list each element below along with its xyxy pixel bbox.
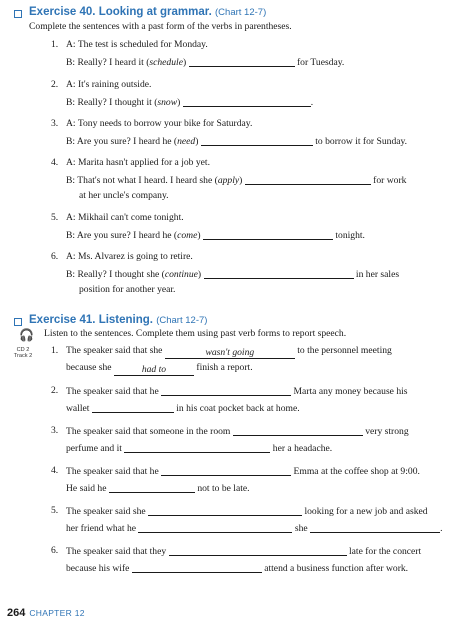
cd-label: CD 2 [16, 347, 30, 353]
speaker-a-line: A: It's raining outside. [66, 79, 152, 90]
answer-blank[interactable] [169, 545, 347, 556]
verb-hint: continue [164, 269, 198, 280]
b-text: ) [182, 57, 187, 68]
item-number: 3. [51, 118, 59, 129]
speaker-b-line [66, 56, 344, 68]
answer-blank[interactable] [204, 268, 354, 279]
verb-hint: snow [157, 97, 178, 108]
sentence-text: she [294, 523, 308, 534]
page-footer [7, 603, 85, 621]
sentence-text: The speaker said that he [66, 386, 159, 397]
speaker-a-line: A: Mikhail can't come tonight. [66, 212, 184, 223]
exercise-41-chart-ref: (Chart 12-7) [156, 315, 208, 326]
answer-blank[interactable] [189, 56, 295, 67]
speaker-b-line [66, 135, 407, 147]
item-number: 4. [51, 465, 59, 476]
sentence-line-2 [66, 442, 332, 454]
b-text: ) [197, 230, 201, 241]
sentence-line-2 [66, 362, 253, 376]
track-label: Track 2 [13, 353, 33, 359]
verb-hint: need [177, 136, 196, 147]
sentence-text: The speaker said that he [66, 466, 159, 477]
b-text: B: That's not what I heard. I heard she ( [66, 175, 218, 186]
b-text: B: Really? I thought she ( [66, 269, 165, 280]
item-number: 6. [51, 545, 59, 556]
sentence-text: . [440, 523, 443, 534]
sentence-text: The speaker said that someone in the room [66, 426, 231, 437]
answer-blank[interactable] [161, 465, 291, 476]
sentence-text: her friend what he [66, 523, 137, 534]
sentence-text: late for the concert [348, 546, 422, 557]
b-text: B: Are you sure? I heard he ( [66, 230, 178, 241]
item-number: 5. [51, 212, 59, 223]
speaker-a-line: A: Ms. Alvarez is going to retire. [66, 251, 193, 262]
sentence-text: The speaker said that she [66, 345, 163, 356]
sentence-line-1 [66, 545, 421, 557]
headphones-icon: 🎧 [19, 328, 34, 342]
sentence-text: looking for a new job and asked [304, 506, 428, 517]
b-text: B: Are you sure? I heard he ( [66, 136, 178, 147]
answer-blank[interactable] [124, 442, 270, 453]
item-number: 4. [51, 157, 59, 168]
verb-hint: apply [217, 175, 240, 186]
sentence-line-1 [66, 505, 428, 517]
speaker-b-line [66, 174, 406, 186]
sentence-text: very strong [365, 426, 409, 437]
chapter-label: CHAPTER 12 [29, 608, 85, 618]
b-text: for work [373, 175, 407, 186]
sentence-line-2 [66, 562, 408, 574]
sentence-text: in his coat pocket back at home. [176, 403, 300, 414]
sentence-line-1 [66, 385, 408, 397]
answer-blank[interactable] [132, 562, 262, 573]
exercise-41-instructions: Listen to the sentences. Complete them using past verb forms to report speech. [44, 328, 347, 339]
sentence-text: The speaker said she [66, 506, 146, 517]
answer-blank[interactable] [183, 96, 314, 108]
item-number: 1. [51, 345, 59, 356]
item-number: 1. [51, 39, 59, 50]
speaker-b-line [66, 268, 399, 280]
b-text: in her sales [355, 269, 400, 280]
sentence-text: wallet [66, 403, 90, 414]
sentence-text: Marta any money because his [293, 386, 408, 397]
filled-answer: wasn't going [165, 347, 295, 359]
item-number: 2. [51, 79, 59, 90]
b-text: B: Really? I thought it ( [66, 97, 158, 108]
answer-blank[interactable] [148, 505, 302, 516]
speaker-a-line: A: Marita hasn't applied for a job yet. [66, 157, 210, 168]
sentence-text: attend a business function after work. [264, 563, 409, 574]
answer-blank[interactable] [203, 229, 333, 240]
b-text: tonight. [335, 230, 365, 241]
speaker-a-line: A: Tony needs to borrow your bike for Saturday. [66, 118, 253, 129]
b-text: ) [239, 175, 243, 186]
speaker-b-continuation: position for another year. [79, 284, 176, 295]
b-text: B: Really? I heard it ( [66, 57, 150, 68]
sentence-line-1 [66, 345, 392, 359]
answer-blank[interactable] [233, 425, 363, 436]
sentence-line-1 [66, 425, 409, 437]
exercise-40-chart-ref: (Chart 12-7) [215, 7, 267, 18]
item-number: 3. [51, 425, 59, 436]
exercise-41-title: Exercise 41. Listening. [29, 314, 154, 326]
filled-answer: had to [114, 364, 194, 376]
answer-blank[interactable] [109, 482, 195, 493]
sentence-line-2 [66, 522, 442, 534]
sentence-line-1 [66, 465, 420, 477]
b-text: to borrow it for Sunday. [315, 136, 408, 147]
sentence-text: to the personnel meeting [297, 345, 392, 356]
checkbox-icon [14, 10, 22, 18]
answer-blank[interactable] [201, 135, 313, 146]
answer-blank[interactable] [310, 522, 443, 534]
answer-blank[interactable] [161, 385, 291, 396]
sentence-text: because she [66, 362, 112, 373]
sentence-text: He said he [66, 483, 107, 494]
b-text: ) [197, 269, 202, 280]
sentence-line-2 [66, 402, 300, 414]
sentence-text: her a headache. [272, 443, 333, 454]
answer-blank[interactable] [245, 174, 371, 185]
page-number: 264 [7, 607, 26, 619]
sentence-text: finish a report. [196, 362, 253, 373]
speaker-a-line: A: The test is scheduled for Monday. [66, 39, 208, 50]
sentence-text: Emma at the coffee shop at 9:00. [293, 466, 420, 477]
b-text: ) [177, 97, 181, 108]
answer-blank[interactable] [138, 522, 292, 533]
sentence-text: not to be late. [197, 483, 250, 494]
verb-hint: come [177, 230, 198, 241]
answer-blank[interactable] [92, 402, 174, 413]
exercise-40-title: Exercise 40. Looking at grammar. [29, 6, 212, 18]
exercise-41-heading [29, 314, 207, 326]
speaker-b-line [66, 96, 313, 108]
speaker-b-continuation: at her uncle's company. [79, 190, 169, 201]
exercise-40-instructions: Complete the sentences with a past form of the verbs in parentheses. [29, 21, 292, 32]
exercise-40-heading [29, 6, 266, 18]
sentence-text: because his wife [66, 563, 130, 574]
item-number: 2. [51, 385, 59, 396]
item-number: 5. [51, 505, 59, 516]
checkbox-icon [14, 318, 22, 326]
speaker-b-line [66, 229, 365, 241]
b-text: ) [195, 136, 199, 147]
b-text: for Tuesday. [296, 57, 345, 68]
sentence-text: perfume and it [66, 443, 122, 454]
cd-track-label [11, 347, 35, 359]
item-number: 6. [51, 251, 59, 262]
b-text: . [310, 97, 314, 108]
verb-hint: schedule [149, 57, 183, 68]
sentence-line-2 [66, 482, 250, 494]
sentence-text: The speaker said that they [66, 546, 167, 557]
